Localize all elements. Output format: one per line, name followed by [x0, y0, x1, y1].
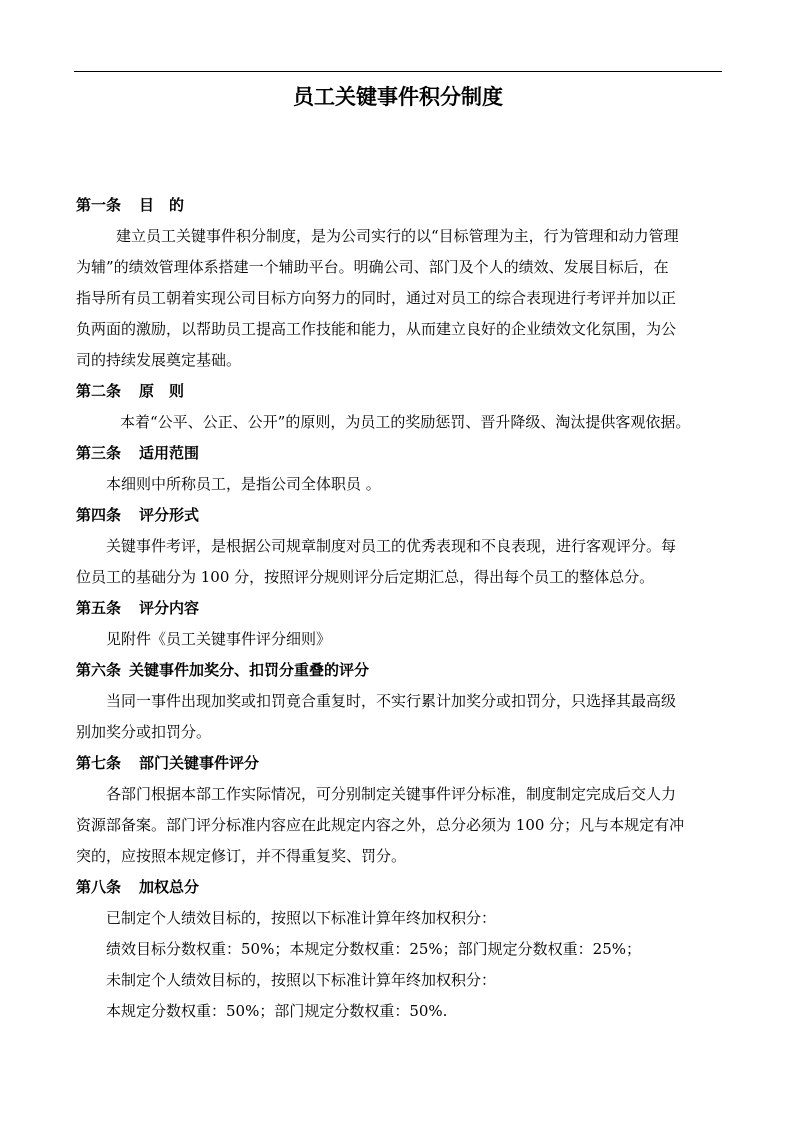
section-heading — [76, 438, 736, 469]
section-heading — [76, 500, 736, 531]
section-number: 第二条 — [76, 382, 122, 400]
body-line: 已制定个人绩效目标的，按照以下标准计算年终加权积分： — [106, 909, 497, 927]
section-number: 第六条 — [76, 661, 122, 679]
section-number: 第七条 — [76, 754, 122, 772]
section-heading — [76, 376, 736, 407]
section-heading — [76, 748, 736, 779]
body-line: 别加奖分或扣罚分。 — [76, 723, 212, 741]
body-line: 见附件《员工关键事件评分细则》 — [106, 630, 332, 648]
body-line: 为辅”的绩效管理体系搭建一个辅助平台。明确公司、部门及个人的绩效、发展目标后，在 — [76, 258, 669, 276]
body-line: 本规定分数权重：50%；部门规定分数权重：50%. — [106, 1002, 448, 1020]
section-number: 第一条 — [76, 196, 122, 214]
body-line: 关键事件考评，是根据公司规章制度对员工的优秀表现和不良表现，进行客观评分。每 — [106, 537, 677, 555]
section-name: 原 则 — [139, 382, 185, 400]
body-line: 绩效目标分数权重：50%；本规定分数权重：25%；部门规定分数权重：25%； — [106, 940, 642, 958]
page-title: 员工关键事件积分制度 — [293, 85, 503, 109]
body-line: 资源部备案。部门评分标准内容应在此规定内容之外，总分必须为 100 分；凡与本规定有冲 — [76, 816, 685, 834]
body-line: 本着“公平、公正、公开”的原则，为员工的奖励惩罚、晋升降级、淘汰提供客观依据。 — [120, 413, 691, 431]
body-line: 负两面的激励，以帮助员工提高工作技能和能力，从而建立良好的企业绩效文化氛围，为公 — [76, 320, 677, 338]
section-number: 第八条 — [76, 878, 122, 896]
body-line: 当同一事件出现加奖或扣罚竟合重复时，不实行累计加奖分或扣罚分，只选择其最高级 — [106, 692, 677, 710]
header-rule — [74, 71, 722, 72]
section-name: 评分形式 — [139, 506, 200, 524]
section-name: 目 的 — [139, 196, 185, 214]
section-name: 部门关键事件评分 — [139, 754, 260, 772]
section-heading — [76, 593, 736, 624]
body-line: 司的持续发展奠定基础。 — [76, 351, 242, 369]
section-name: 评分内容 — [139, 599, 200, 617]
body-line: 指导所有员工朝着实现公司目标方向努力的同时，通过对员工的综合表现进行考评并加以正 — [76, 289, 677, 307]
body-line: 本细则中所称员工，是指公司全体职员 。 — [106, 475, 381, 493]
section-name: 关键事件加奖分、扣罚分重叠的评分 — [129, 661, 370, 679]
section-name: 适用范围 — [139, 444, 200, 462]
section-number: 第五条 — [76, 599, 122, 617]
section-number: 第三条 — [76, 444, 122, 462]
body-line: 未制定个人绩效目标的，按照以下标准计算年终加权积分： — [106, 971, 497, 989]
section-name: 加权总分 — [139, 878, 200, 896]
section-heading — [76, 655, 736, 686]
body-line: 建立员工关键事件积分制度，是为公司实行的以“目标管理为主，行为管理和动力管理 — [116, 227, 679, 245]
section-number: 第四条 — [76, 506, 122, 524]
document-body — [76, 190, 736, 1027]
body-line: 位员工的基础分为 100 分，按照评分规则评分后定期汇总，得出每个员工的整体总分。 — [76, 568, 655, 586]
section-heading — [76, 872, 736, 903]
body-line: 突的，应按照本规定修订，并不得重复奖、罚分。 — [76, 847, 407, 865]
body-line: 各部门根据本部工作实际情况，可分别制定关键事件评分标准，制度制定完成后交人力 — [106, 785, 677, 803]
section-heading — [76, 190, 736, 221]
